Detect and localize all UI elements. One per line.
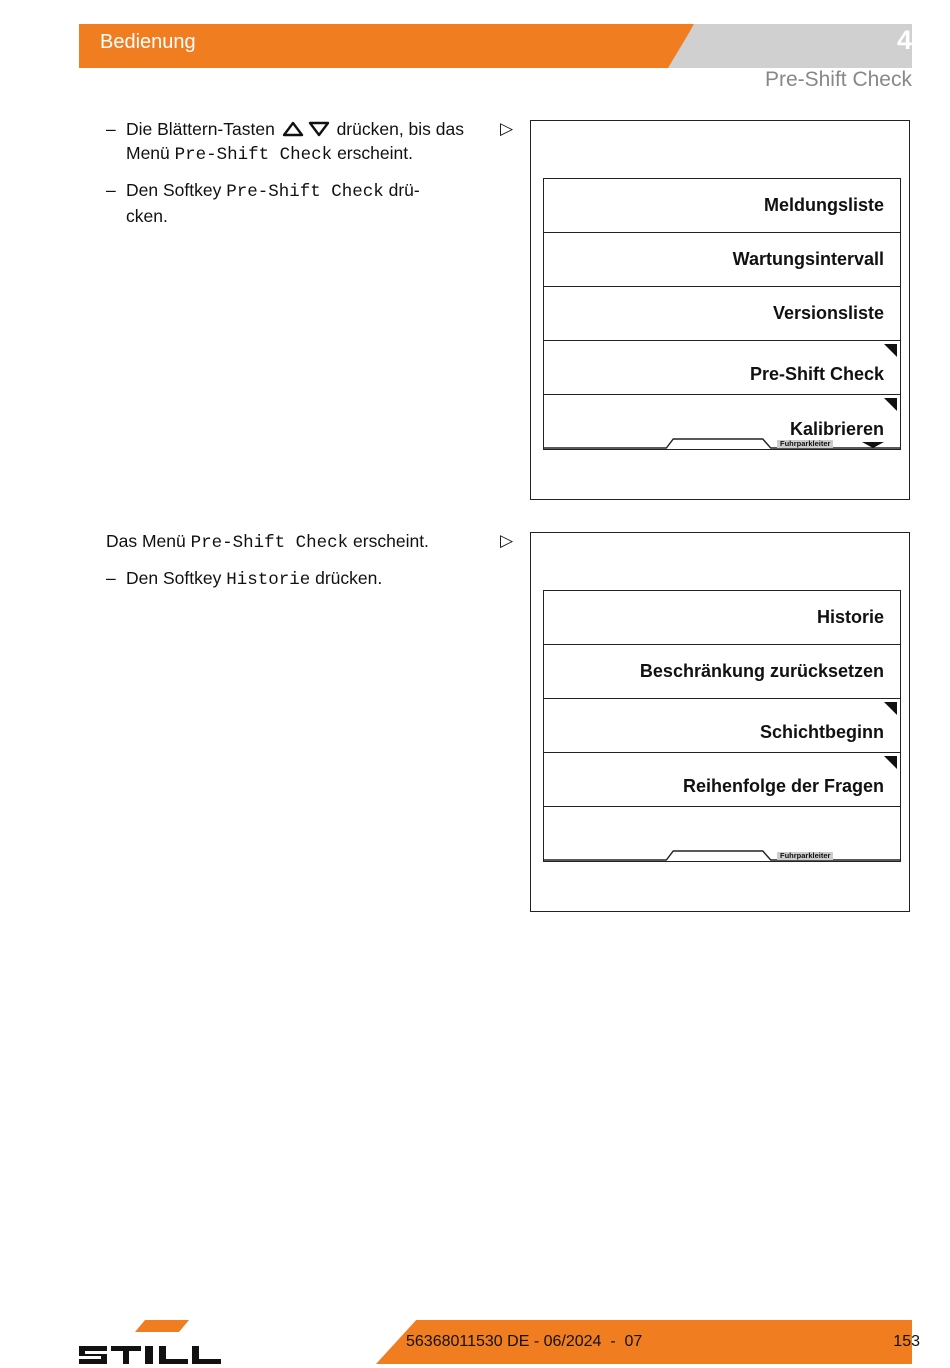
instructions-step-1 [106,117,506,239]
instruction-item: – Den Softkey Pre-Shift Check drü- cken. [106,180,420,226]
menu-item-meldungsliste[interactable]: Meldungsliste [544,179,900,233]
page-number: 153 [893,1333,920,1350]
figure-reference-arrow-icon: ▷ [500,531,514,550]
menu-item-schichtbeginn[interactable]: Schichtbeginn [544,699,900,753]
scroll-down-arrow-icon [862,442,884,448]
menu-item-pre-shift-check[interactable]: Pre-Shift Check [544,341,900,395]
menu-code: Pre-Shift Check [190,533,349,553]
menu-item-historie[interactable]: Historie [544,591,900,645]
submenu-corner-icon [884,756,897,769]
display-screen-2 [530,532,910,912]
section-title: Bedienung [100,31,196,53]
display-screen-1 [530,120,910,500]
menu-item-beschraenkung-zuruecksetzen[interactable]: Beschränkung zurücksetzen [544,645,900,699]
menu-item-reihenfolge-der-fragen[interactable]: Reihenfolge der Fragen [544,753,900,807]
page-subtitle: Pre-Shift Check [764,68,912,91]
submenu-corner-icon [884,398,897,411]
instruction-item: – Die Blättern-Tasten drücken, bis das Menü Pre-Shift Check erscheint. [106,119,465,165]
menu-item-versionsliste[interactable]: Versionsliste [544,287,900,341]
instruction-item: – Den Softkey Historie drücken. [106,568,383,590]
menu-item-kalibrieren[interactable]: Kalibrieren Fuhrparkleiter [544,395,900,449]
softkey-tab-outline [544,849,900,861]
scroll-up-key-icon [282,121,304,137]
menu-item-wartungsintervall[interactable]: Wartungsintervall [544,233,900,287]
softkey-code: Historie [226,570,311,590]
softkey-tab-outline [544,437,900,449]
menu-item-empty [544,807,900,861]
instructions-step-2 [106,529,506,603]
header-chapter-bar [668,24,912,68]
figure-reference-arrow-icon: ▷ [500,119,514,138]
scroll-down-key-icon [308,121,330,137]
submenu-corner-icon [884,344,897,357]
menu-code: Pre-Shift Check [174,145,333,165]
document-number: 56368011530 DE - 06/2024 - 07 [406,1333,643,1350]
softkey-tab-label: Fuhrparkleiter [777,440,833,448]
softkey-tab-label: Fuhrparkleiter [777,852,833,860]
chapter-number: 4 [896,25,912,55]
menu-list [543,590,901,862]
softkey-code: Pre-Shift Check [226,182,384,202]
menu-list [543,178,901,450]
instruction-intro: Das Menü Pre-Shift Check erscheint. [106,531,429,553]
submenu-corner-icon [884,702,897,715]
still-logo [79,1320,237,1364]
